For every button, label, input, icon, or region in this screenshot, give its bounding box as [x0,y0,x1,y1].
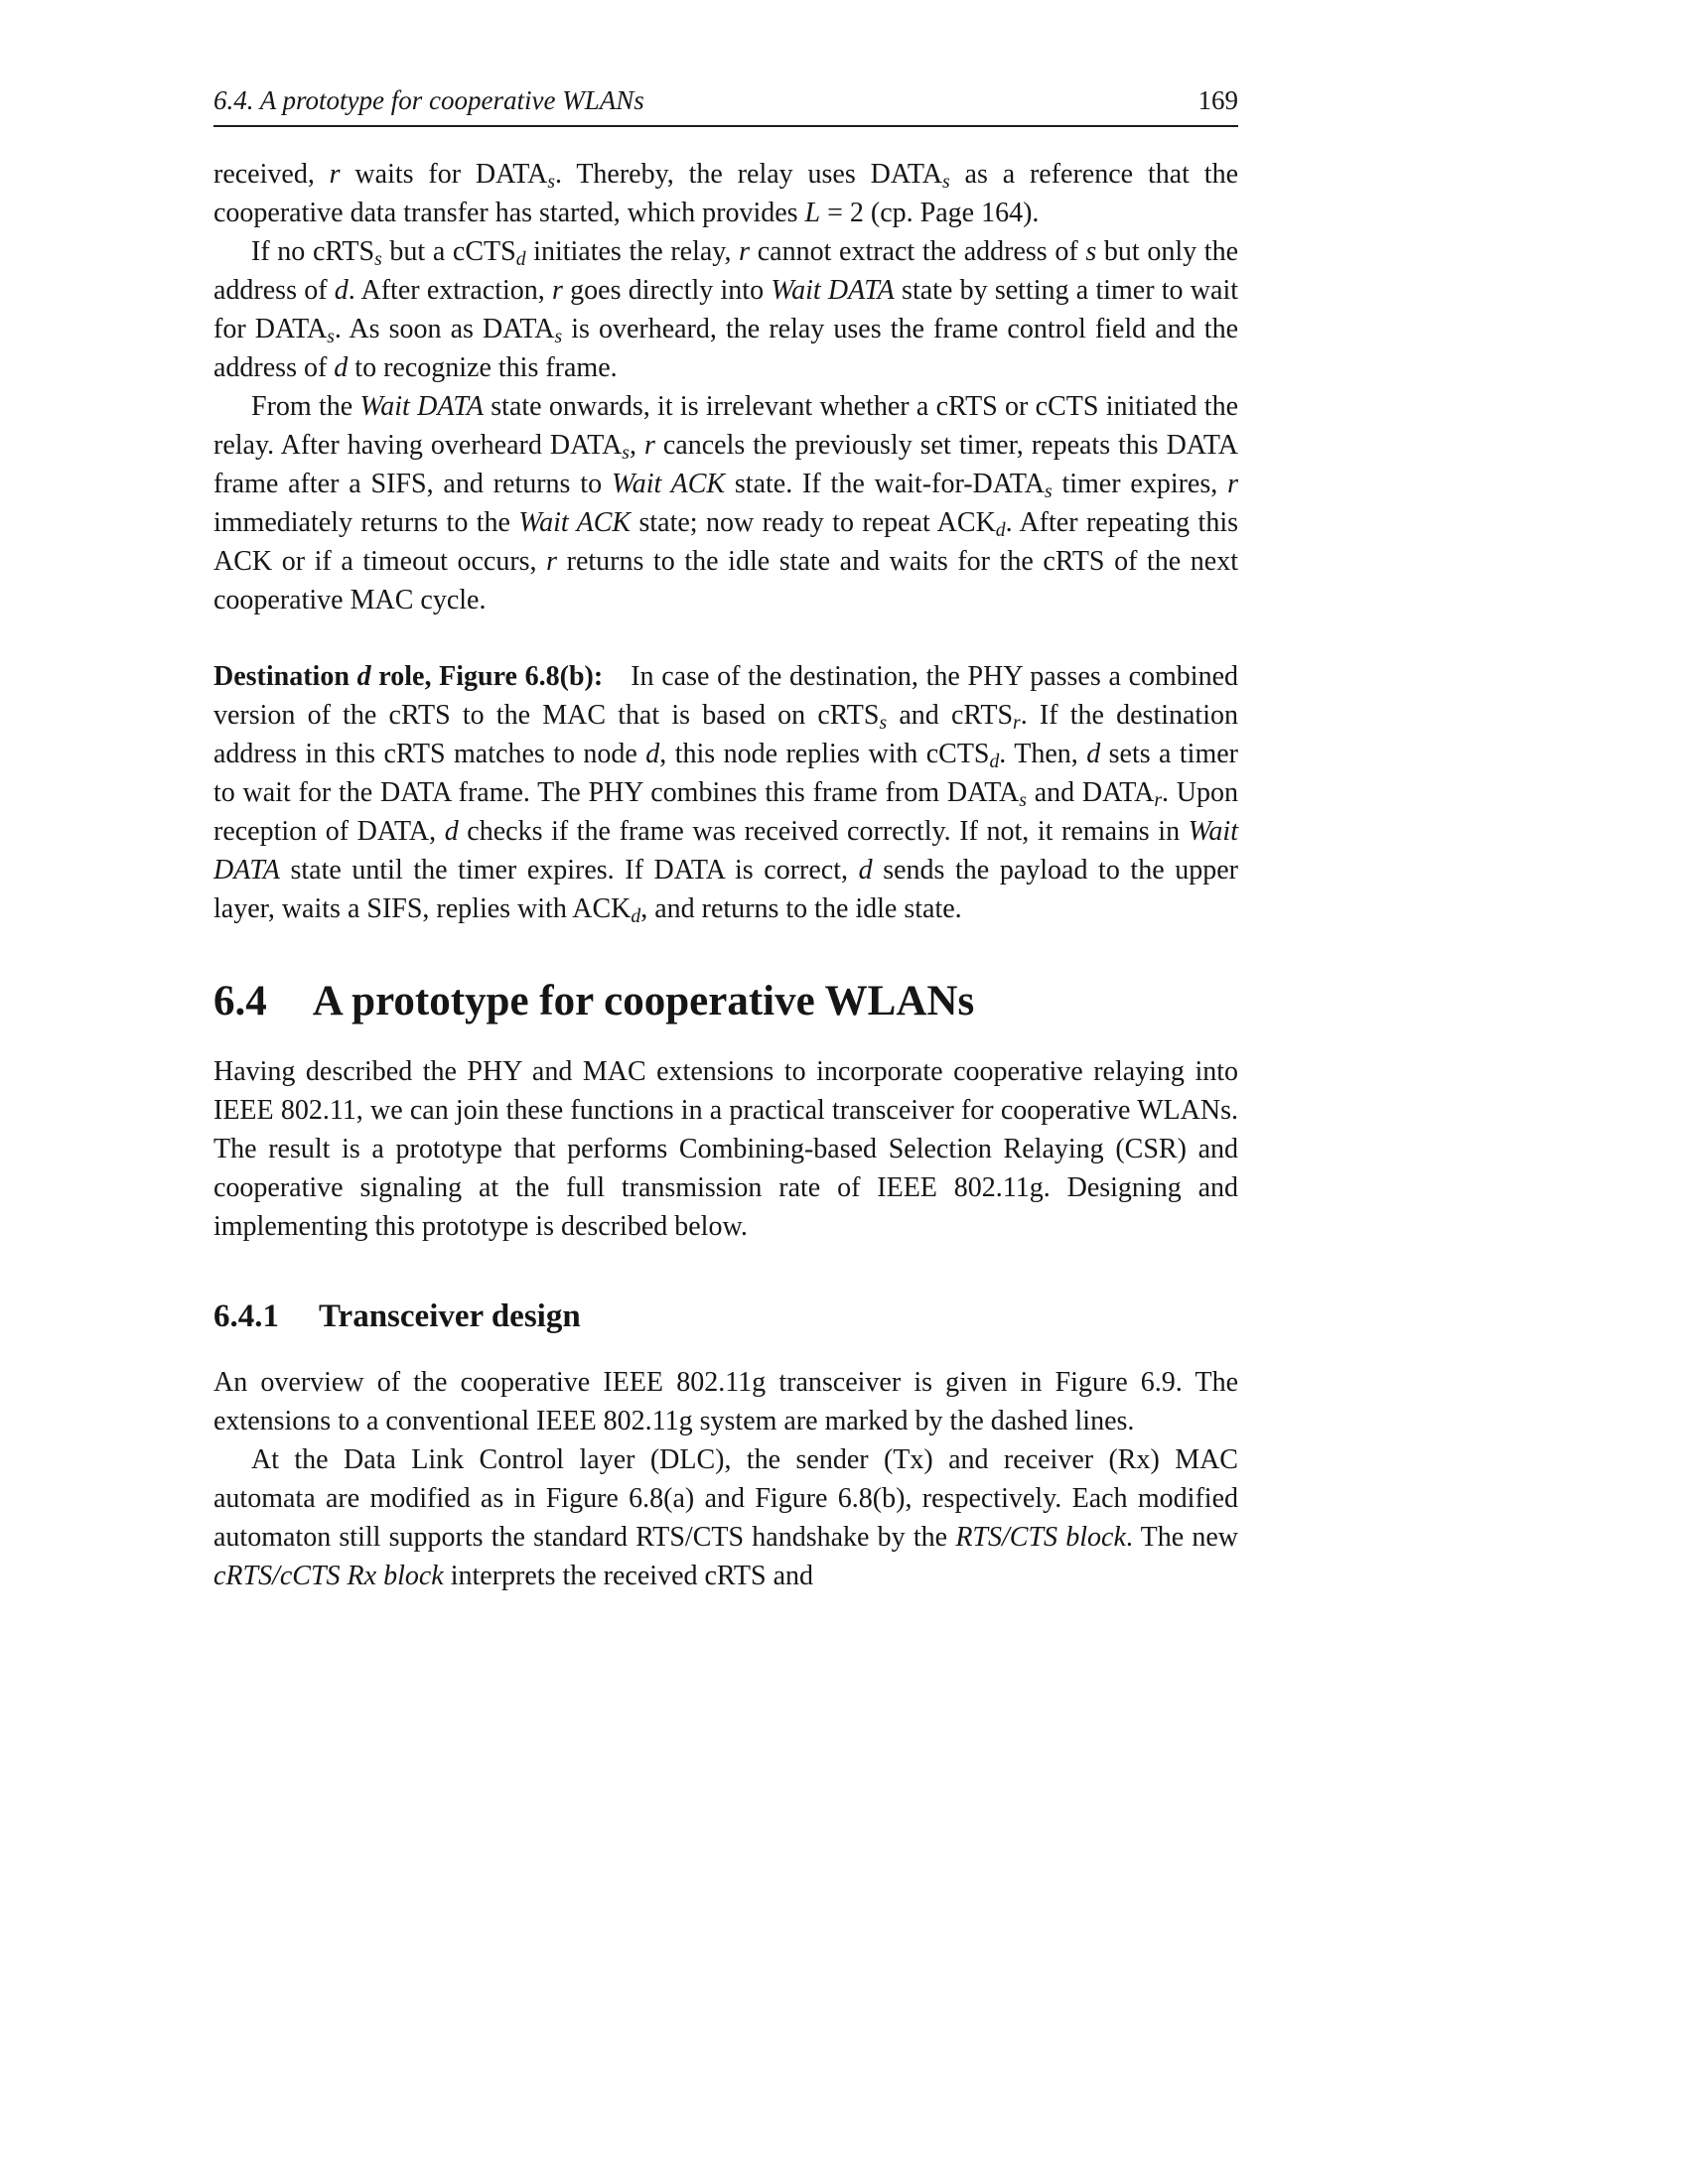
paragraph [213,1440,1238,1595]
paragraph [213,1363,1238,1440]
text-run: . As soon as DATA [334,314,555,344]
text-run: If no cRTS [251,236,375,267]
text-run: timer expires, [1052,469,1228,499]
text-run: sends the payload to the upper layer, waits a SIFS, replies with ACK [213,855,1238,924]
text-run: d [858,855,873,886]
text-run: as a reference that the cooperative data transfer has started, which provides [213,159,1238,228]
text-run: state onwards, it is irrelevant whether a cRTS or cCTS initiated the relay. After having overheard DATA [213,391,1238,461]
paragraph [213,232,1238,387]
paragraph [213,1052,1238,1246]
text-run: r [739,236,751,267]
text-run: RTS/CTS block [955,1522,1126,1553]
page-header [213,85,1238,115]
text-run: interprets the received cRTS and [443,1561,814,1591]
subscript-text: s [1019,789,1027,811]
text-run: and cRTS [887,700,1014,731]
text-run: d [444,816,459,847]
text-column [213,85,1238,1595]
text-run: . After extraction, [348,275,553,306]
text-run: state. If the wait-for-DATA [725,469,1045,499]
text-run: d [334,352,349,383]
text-run: r [329,159,341,190]
text-run: r [1227,469,1239,499]
subscript-text: s [879,712,888,734]
text-run: state by setting a timer to wait for DATA [213,275,1239,344]
text-run: but a cCTS [381,236,516,267]
subscript-text: d [989,751,1000,772]
text-run: . Upon reception of DATA, [213,777,1238,847]
text-run: In case of the destination, the PHY passes a combined version of the cRTS to the MAC that is based on cRTS [213,661,1238,731]
text-run: , this node replies with cCTS [659,739,990,769]
running-head-title: 6.4. A prototype for cooperative WLANs [213,85,644,115]
text-run: is overheard, the relay uses the frame control field and the address of [213,314,1238,383]
subscript-text: s [327,326,335,347]
text-run: . Thereby, the relay uses DATA [554,159,943,190]
text-run: d [356,661,371,692]
text-run: state until the timer expires. If DATA is correct, [279,855,859,886]
section-heading [213,978,1238,1024]
text-run: waits for DATA [340,159,548,190]
text-run: r [552,275,563,306]
text-run: r [546,546,558,577]
subscript-text: s [1044,480,1053,502]
text-run: . If the destination address in this cRTS matches to node [213,700,1238,769]
page-number: 169 [1197,85,1238,115]
text-run: . The new [1125,1522,1238,1553]
subscript-text: s [547,171,555,193]
subscript-text: s [374,248,382,270]
text-run: , and returns to the idle state. [640,893,962,924]
text-run: Wait DATA [213,816,1238,886]
text-run: An overview of the cooperative IEEE 802.11g transceiver is given in Figure 6.9. The extensions to a conventional IEEE 802.11g system are marked by the dashed lines. [213,1367,1238,1436]
text-run: Having described the PHY and MAC extensions to incorporate cooperative relaying into IEEE 802.11, we can join these functions in a practical transceiver for cooperative WLANs. The result is a prototype that performs Combining-based Selection Relaying (CSR) and cooperative signaling at the full transmission rate of IEEE 802.11g. Designing and implementing this prototype is described below. [213,1056,1238,1242]
heading-number: 6.4.1 [213,1298,279,1334]
header-rule [213,125,1238,127]
subscript-text: r [1154,789,1162,811]
text-run: initiates the relay, [525,236,740,267]
paragraph [213,155,1238,232]
text-run: . After repeating this ACK or if a timeout occurs, [213,507,1238,577]
subscript-text: d [631,905,641,927]
text-run: Destination [213,661,357,692]
text-run: goes directly into [562,275,772,306]
heading-title: Transceiver design [319,1298,581,1334]
subsection-heading [213,1297,1238,1336]
text-run: L [804,198,821,228]
text-run: immediately returns to the [213,507,519,538]
text-run: but only the address of [213,236,1239,306]
heading-number: 6.4 [213,978,267,1024]
text-run: returns to the idle state and waits for the cRTS of the next cooperative MAC cycle. [213,546,1239,615]
text-run: Wait ACK [518,507,632,538]
text-run: , [629,430,644,461]
text-run: sets a timer to wait for the DATA frame. The PHY combines this frame from DATA [213,739,1238,808]
text-run: Wait ACK [611,469,726,499]
text-run: . Then, [999,739,1087,769]
subscript-text: d [995,519,1006,541]
text-run: d [334,275,349,306]
subscript-text: s [622,442,630,464]
text-run: r [643,430,655,461]
text-run: to recognize this frame. [348,352,618,383]
text-run: cannot extract the address of [750,236,1086,267]
heading-title: A prototype for cooperative WLANs [312,978,975,1024]
text-run: received, [213,159,330,190]
text-run: Wait DATA [771,275,895,306]
paragraph [213,657,1238,928]
text-run: From the [251,391,360,422]
text-run: and DATA [1026,777,1155,808]
text-run: cRTS/cCTS Rx block [213,1561,444,1591]
text-run: s [1085,236,1097,267]
text-run: d [645,739,660,769]
subscript-text: s [942,171,950,193]
paragraph [213,387,1238,619]
page-content [213,155,1238,1595]
text-run: d [1086,739,1101,769]
text-run: state; now ready to repeat ACK [631,507,996,538]
subscript-text: r [1013,712,1021,734]
subscript-text: s [554,326,563,347]
text-run: role, Figure 6.8(b): [370,661,604,692]
text-run: Wait DATA [359,391,484,422]
text-run: cancels the previously set timer, repeats this DATA frame after a SIFS, and returns to [213,430,1239,499]
subscript-text: d [515,248,526,270]
text-run: checks if the frame was received correctly. If not, it remains in [458,816,1189,847]
text-run: At the Data Link Control layer (DLC), the sender (Tx) and receiver (Rx) MAC automata are modified as in Figure 6.8(a) and Figure 6.8(b), respectively. Each modified automaton still supports the standard RTS/CTS handshake by the [213,1444,1238,1553]
text-run: = 2 (cp. Page 164). [820,198,1040,228]
